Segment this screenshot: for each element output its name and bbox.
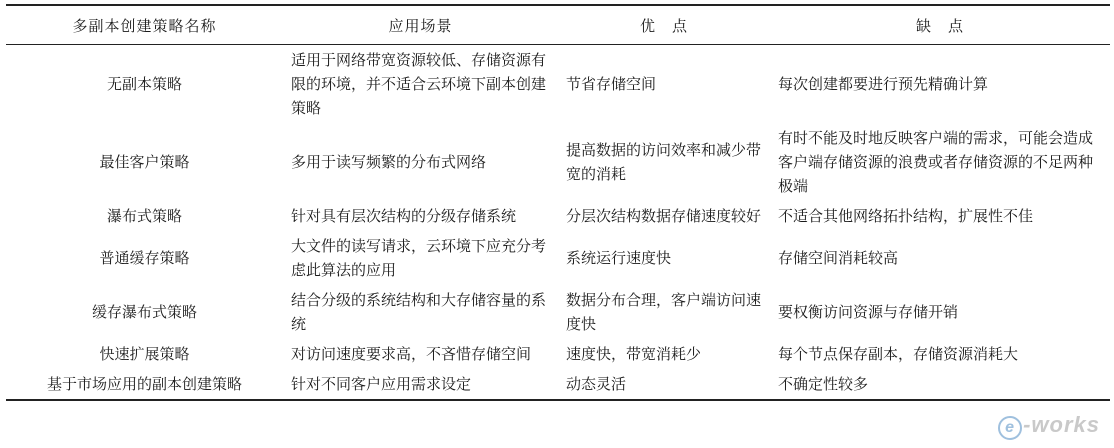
table-row (6, 45, 1110, 124)
pros-cell: 分层次结构数据存储速度较好 (566, 207, 762, 225)
strategy-name-cell: 瀑布式策略 (106, 207, 182, 225)
scenario-cell: 大文件的读写请求，云环境下应充分考虑此算法的应用 (291, 237, 547, 279)
table-row (6, 285, 1110, 339)
strategy-name-cell: 普通缓存策略 (99, 249, 190, 267)
cons-cell: 要权衡访问资源与存储开销 (778, 303, 959, 321)
header-scenario: 应用场景 (283, 5, 558, 45)
header-pros: 优 点 (558, 5, 770, 45)
strategy-name-cell: 缓存瀑布式策略 (91, 303, 197, 321)
cons-cell: 不适合其他网络拓扑结构，扩展性不佳 (778, 207, 1034, 225)
scenario-cell: 针对不同客户应用需求设定 (283, 369, 558, 400)
header-strategy-name: 多副本创建策略名称 (6, 5, 283, 45)
eworks-watermark (998, 412, 1100, 440)
strategy-name-cell: 无副本策略 (106, 75, 182, 93)
table-row (6, 231, 1110, 285)
watermark-text: -works (1023, 412, 1100, 437)
pros-cell: 系统运行速度快 (566, 249, 672, 267)
pros-cell: 数据分布合理，客户端访问速度快 (566, 291, 762, 333)
pros-cell: 速度快，带宽消耗少 (566, 345, 702, 363)
strategy-name-cell: 基于市场应用的副本创建策略 (6, 369, 283, 400)
scenario-cell: 适用于网络带宽资源较低、存储资源有限的环境，并不适合云环境下副本创建策略 (291, 51, 547, 117)
table-row (6, 123, 1110, 201)
cons-cell: 每个节点保存副本，存储资源消耗大 (778, 345, 1019, 363)
watermark-letter: e (998, 416, 1022, 440)
table-row (6, 201, 1110, 231)
scenario-cell: 多用于读写频繁的分布式网络 (291, 153, 487, 171)
pros-cell: 动态灵活 (558, 369, 770, 400)
cons-cell: 存储空间消耗较高 (778, 249, 899, 267)
pros-cell: 节省存储空间 (566, 75, 657, 93)
cons-cell: 有时不能及时地反映客户端的需求，可能会造成客户端存储资源的浪费或者存储资源的不足两种极端 (778, 129, 1094, 195)
cons-cell: 不确定性较多 (770, 369, 1110, 400)
table-row (6, 339, 1110, 369)
strategy-name-cell: 快速扩展策略 (99, 345, 190, 363)
pros-cell: 提高数据的访问效率和减少带宽的消耗 (566, 141, 762, 183)
scenario-cell: 对访问速度要求高，不吝惜存储空间 (291, 345, 532, 363)
header-row (6, 5, 1110, 45)
scenario-cell: 结合分级的系统结构和大存储容量的系统 (291, 291, 547, 333)
scenario-cell: 针对具有层次结构的分级存储系统 (291, 207, 517, 225)
table-row (6, 369, 1110, 400)
cons-cell: 每次创建都要进行预先精确计算 (778, 75, 989, 93)
strategy-name-cell: 最佳客户策略 (99, 153, 190, 171)
header-cons: 缺 点 (770, 5, 1110, 45)
strategy-table (6, 4, 1110, 401)
